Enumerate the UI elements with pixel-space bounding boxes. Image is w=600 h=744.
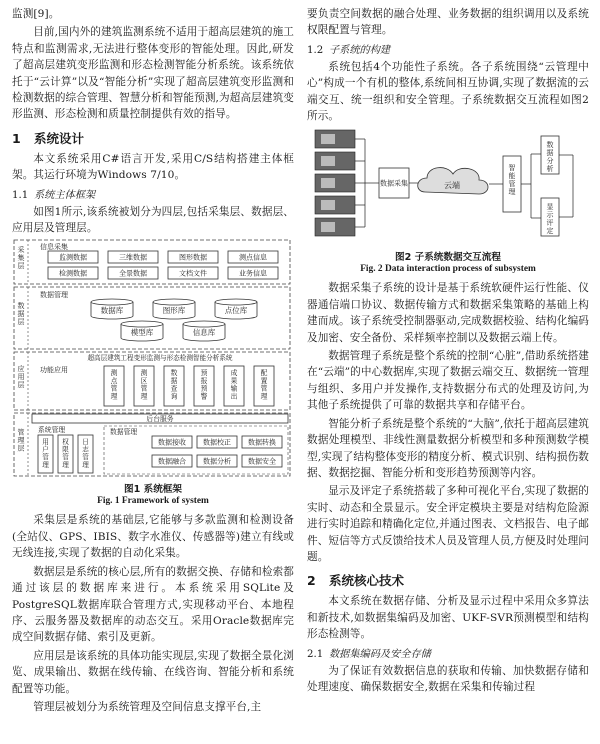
collect-item-label: 测点信息	[239, 254, 267, 263]
collect-item-label: 文档文件	[179, 270, 207, 279]
mgmt-item-label: 数据转换	[248, 439, 276, 448]
subsection-number: 2.1	[307, 648, 324, 660]
photo-detail	[321, 178, 335, 188]
backend-service-bar-label: 后台服务	[146, 415, 174, 424]
app-title: 功能应用	[40, 366, 68, 375]
paragraph: 数据层是系统的核心层,所有的数据交换、存储和检索都通过该层的数据库来进行。本系统采用SQLite及PostgreSQL数据库联合管理方式,实现移动平台、本地程序、云服务器及数据库的动态交互。采用Oracle数据库完成空间数据存储、索引及更新。	[12, 565, 294, 644]
mgmt-item-label: 数据安全	[248, 458, 276, 467]
figure-caption-cn: 图2 子系统数据交互流程	[395, 252, 501, 264]
subsection-title: 系统主体框架	[34, 189, 96, 201]
paragraph: 显示及评定子系统搭载了多种可视化平台,实现了数据的实时、动态和全景显示。安全评定模块主要是对结构危险源进行实时追踪和精确化定位,并通过图表、文档报告、电子邮件、短信等方式反馈给技术人员及管理人员,方便及时处理问题。	[307, 485, 589, 563]
database-cylinder-label: 信息库	[192, 328, 216, 338]
app-module-label: 测点管理	[110, 369, 118, 401]
database-cylinder-label: 数据库	[100, 306, 124, 316]
layer-label: 数据层	[17, 302, 25, 327]
left-column	[12, 6, 294, 717]
app-module-label: 预报预警	[200, 369, 208, 401]
figure-caption-cn: 图1 系统框架	[124, 484, 182, 496]
layer-label: 采集层	[17, 246, 25, 271]
app-banner: 超高层建筑工程变形监测与形态检测智能分析系统	[87, 354, 233, 363]
collect-item-label: 全景数据	[119, 270, 147, 279]
paragraph: 系统包括4个功能性子系统。各子系统围绕“云管理中心”构成一个有机的整体,系统间相互协调,实现了数据流的云端交互、统一组织和安全管理。子系统数据交互流程如图2所示。	[307, 60, 589, 123]
eval-label: 显示评定	[546, 203, 554, 236]
section-number: 2	[307, 573, 316, 589]
data-flow-diagram	[307, 126, 589, 246]
subsection-heading	[307, 645, 589, 660]
figure-1	[12, 238, 294, 506]
database-cylinder-label: 图形库	[162, 306, 186, 316]
figure-caption-en: Fig. 1 Framework of system	[97, 496, 209, 507]
section-title: 系统核心技术	[329, 573, 405, 589]
photo-detail	[321, 222, 335, 232]
database-cylinder-top	[215, 299, 257, 305]
figure-caption-en: Fig. 2 Data interaction process of subsystem	[360, 264, 536, 275]
collect-item-label: 图形数据	[179, 254, 207, 263]
paragraph: 智能分析子系统是整个系统的“大脑”,依托于超高层建筑数据处理模型、非线性测量数据分析模型和多种预测数学模型,实现了结构整体变形的精度分析、模式识别、结构损伤数据、数据挖掘、智能分析和变形趋势预测等内容。	[307, 417, 589, 479]
mgmt-item-label: 数据接收	[158, 439, 186, 448]
collect-box-label: 数据采集	[380, 180, 408, 189]
app-module-label: 配置管理	[260, 369, 268, 401]
database-cylinder-top	[183, 321, 225, 327]
analysis-label: 数据分析	[546, 141, 554, 174]
mgmt-item-label: 数据融合	[158, 458, 186, 467]
subsection-heading	[12, 186, 294, 201]
mgmt-item-label: 数据校正	[203, 439, 231, 448]
photo-detail	[321, 200, 335, 210]
framework-diagram	[12, 238, 294, 478]
sys-module-label: 用户管理	[42, 438, 49, 470]
mgmt-item-label: 数据分析	[203, 458, 231, 467]
app-module-label: 数据查询	[170, 369, 178, 401]
database-cylinder-top	[153, 299, 195, 305]
paragraph: 数据管理子系统是整个系统的控制“心脏”,借助系统搭建在“云端”的中心数据库,实现了数据云端交互、数据统一管理与组织、多用户并发操作,支持数据分布式的处理及访问,为其他子系统提供了可靠的数据共享和存储平台。	[307, 350, 589, 412]
paragraph: 要负责空间数据的融合处理、业务数据的组织调用以及系统权限配置与管理。	[307, 8, 589, 37]
paragraph: 监测[9]。	[12, 8, 60, 20]
sys-module-label: 日志管理	[82, 438, 89, 470]
collect-item-label: 监测数据	[59, 254, 87, 263]
database-cylinder-top	[121, 321, 163, 327]
collect-item-label: 三维数据	[119, 254, 147, 263]
section-heading	[307, 571, 589, 589]
app-module-label: 成果输出	[230, 369, 238, 401]
paragraph: 本文系统在数据存储、分析及显示过程中采用众多算法和新技术,如数据集编码及加密、UKF-SVR预测模型和结构形态检测等。	[307, 595, 589, 641]
collect-item-label: 检测数据	[59, 270, 87, 279]
figure-2	[307, 126, 589, 274]
paragraph: 数据采集子系统的设计是基于系统软硬件运行性能、仪器通信端口协议、数据传输方式和数据采集策略的基础上构建而成。该子系统受控制器驱动,完成数据校验、结构化编码及加密、安全备份、采样频率控制以及数据云端上传。	[307, 282, 589, 344]
right-column	[307, 6, 589, 697]
database-cylinder-label: 模型库	[130, 328, 154, 338]
paragraph: 为了保证有效数据信息的获取和传输、加快数据存储和处理速度、确保数据安全,数据在采集和传输过程	[307, 664, 589, 693]
layer-label: 应用层	[17, 365, 25, 390]
collect-title: 信息采集	[40, 243, 68, 252]
database-cylinder-label: 点位库	[224, 306, 248, 316]
sys-module-label: 权限管理	[62, 438, 69, 470]
paragraph: 目前,国内外的建筑监测系统不适用于超高层建筑的施工特点和监测需求,无法进行整体变形的智能处理。因此,研发了超高层建筑变形监测和形态检测智能分析系统。该系统依托于“云计算”以及“智能分析”实现了超高层建筑变形监测和检测数据的综合管理、智慧分析和智能预测,为超高层建筑变形监测、形态检测和质量控制提供有效的指导。	[12, 26, 294, 121]
subsection-title: 子系统的构建	[329, 44, 391, 56]
database-cylinder-top	[91, 299, 133, 305]
sys-title: 系统管理	[38, 426, 66, 435]
photo-detail	[321, 134, 335, 144]
subsection-number: 1.2	[307, 44, 324, 56]
manage-label: 智能管理	[508, 164, 516, 197]
subsection-heading	[307, 41, 589, 56]
app-module-label: 测区管理	[140, 369, 148, 401]
paragraph: 本文系统采用C#语言开发,采用C/S结构搭建主体框架。其运行环境为Windows 7/10。	[12, 152, 294, 182]
section-title: 系统设计	[34, 130, 85, 146]
mgmt-title: 数据管理	[110, 428, 138, 437]
paragraph: 采集层是系统的基础层,它能够与多款监测和检测设备(全站仪、GPS、IBIS、数字水准仪、传感器等)建立有线或无线连接,实现了数据的自动化采集。	[12, 514, 294, 560]
paragraph: 如图1所示,该系统被划分为四层,包括采集层、数据层、应用层及管理层。	[12, 205, 294, 235]
cloud-label: 云端	[444, 181, 460, 191]
subsection-title: 数据集编码及安全存储	[329, 648, 431, 660]
paragraph: 应用层是该系统的具体功能实现层,实现了数据全景化浏览、成果输出、数据在线传输、在线咨询、智能分析和系统配置等功能。	[12, 649, 294, 695]
data-title: 数据管理	[40, 291, 68, 300]
section-number: 1	[12, 130, 21, 146]
photo-detail	[321, 156, 335, 166]
paragraph: 管理层被划分为系统管理及空间信息支撑平台,主	[33, 700, 262, 713]
collect-item-label: 业务信息	[239, 270, 267, 279]
section-heading	[12, 129, 294, 147]
layer-label: 管理层	[17, 428, 25, 453]
subsection-number: 1.1	[12, 189, 29, 201]
